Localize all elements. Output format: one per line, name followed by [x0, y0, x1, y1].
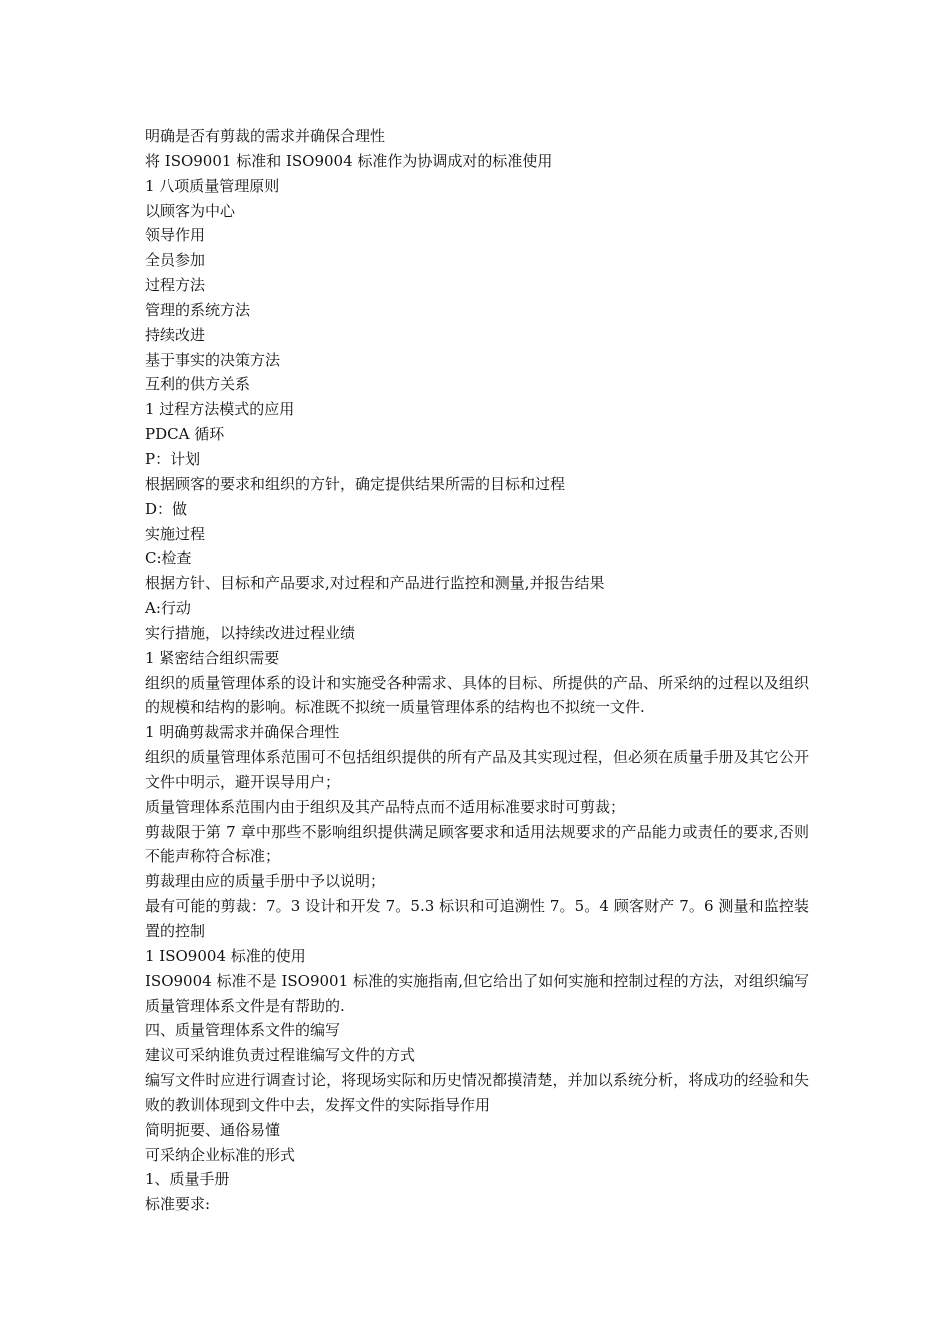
- section-heading: 1 过程方法模式的应用: [145, 400, 295, 419]
- text-line: 实行措施，以持续改进过程业绩: [145, 623, 356, 642]
- section-heading: 1 ISO9004 标准的使用: [145, 946, 306, 965]
- section-heading: 四、质量管理体系文件的编写: [145, 1021, 341, 1040]
- paragraph: 编写文件时应进行调查讨论，将现场实际和历史情况都摸清楚，并加以系统分析，将成功的经验和失败的教训体现到文件中去，发挥文件的实际指导作用: [145, 1071, 809, 1114]
- document-page: [145, 124, 809, 1217]
- text-line: 剪裁理由应的质量手册中予以说明；: [145, 872, 386, 891]
- text-line: 基于事实的决策方法: [145, 350, 281, 369]
- section-heading: 1 明确剪裁需求并确保合理性: [145, 723, 340, 742]
- text-line: 过程方法: [145, 276, 206, 295]
- text-line: D：做: [145, 499, 188, 518]
- text-line: 根据顾客的要求和组织的方针，确定提供结果所需的目标和过程: [145, 474, 566, 493]
- section-heading: 1 八项质量管理原则: [145, 176, 280, 195]
- section-heading: 1、质量手册: [145, 1170, 230, 1189]
- text-line: 持续改进: [145, 325, 206, 344]
- text-line: 全员参加: [145, 251, 206, 270]
- text-line: 明确是否有剪裁的需求并确保合理性: [145, 127, 386, 145]
- paragraph: 最有可能的剪裁：7。3 设计和开发 7。5.3 标识和可追溯性 7。5。4 顾客财产 7。6 测量和监控装置的控制: [145, 897, 809, 940]
- text-line: 以顾客为中心: [145, 201, 236, 220]
- paragraph: 剪裁限于第 7 章中那些不影响组织提供满足顾客要求和适用法规要求的产品能力或责任的要求,否则不能声称符合标准；: [145, 822, 809, 866]
- text-line: 实施过程: [145, 524, 206, 543]
- text-line: A:行动: [145, 599, 191, 618]
- text-line: 领导作用: [145, 226, 206, 245]
- text-line: 根据方针、目标和产品要求,对过程和产品进行监控和测量,并报告结果: [145, 574, 605, 593]
- paragraph: 组织的质量管理体系范围可不包括组织提供的所有产品及其实现过程，但必须在质量手册及其它公开文件中明示，避开误导用户；: [145, 748, 809, 791]
- text-line: 管理的系统方法: [145, 300, 251, 319]
- text-line: 可采纳企业标准的形式: [145, 1145, 296, 1164]
- text-line: 建议可采纳谁负责过程谁编写文件的方式: [145, 1046, 416, 1065]
- paragraph: 组织的质量管理体系的设计和实施受各种需求、具体的目标、所提供的产品、所采纳的过程以及组织的规模和结构的影响。标准既不拟统一质量管理体系的结构也不拟统一文件.: [145, 673, 809, 717]
- text-line: 互利的供方关系: [145, 375, 251, 394]
- text-line: 将 ISO9001 标准和 ISO9004 标准作为协调成对的标准使用: [145, 151, 553, 170]
- text-line: 标准要求:: [145, 1195, 211, 1214]
- text-line: C:检查: [145, 549, 192, 568]
- text-line: 质量管理体系范围内由于组织及其产品特点而不适用标准要求时可剪裁；: [145, 797, 626, 816]
- text-line: 简明扼要、通俗易懂: [145, 1120, 281, 1139]
- text-line: PDCA 循环: [145, 425, 225, 444]
- section-heading: 1 紧密结合组织需要: [145, 648, 280, 667]
- text-line: P：计划: [145, 449, 201, 468]
- paragraph: ISO9004 标准不是 ISO9001 标准的实施指南,但它给出了如何实施和控制过程的方法，对组织编写质量管理体系文件是有帮助的.: [145, 971, 809, 1015]
